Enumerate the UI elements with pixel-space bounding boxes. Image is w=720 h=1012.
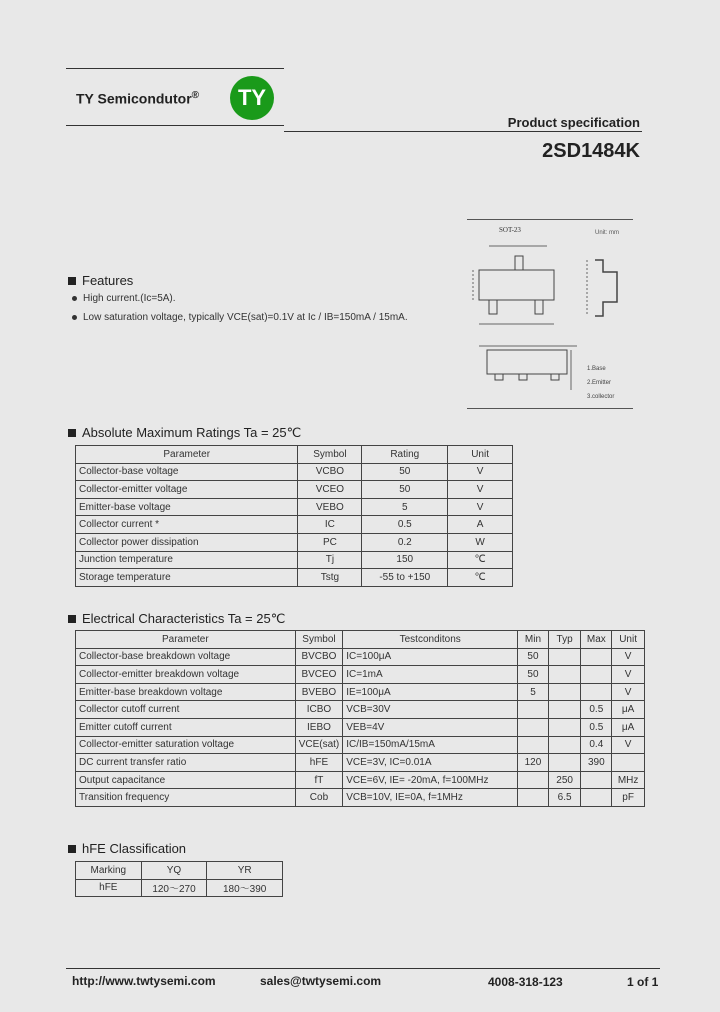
cell: BVCBO bbox=[295, 648, 343, 666]
cell: VCE=6V, IE= -20mA, f=100MHz bbox=[343, 771, 518, 789]
cell: IC bbox=[298, 516, 362, 534]
cell: ICBO bbox=[295, 701, 343, 719]
cell bbox=[612, 754, 645, 772]
hfe-class-heading: hFE Classification bbox=[68, 841, 186, 856]
cell: Collector cutoff current bbox=[76, 701, 296, 719]
cell: hFE bbox=[76, 879, 142, 897]
footer-email[interactable]: sales@twtysemi.com bbox=[260, 974, 382, 988]
cell: IC/IB=150mA/15mA bbox=[343, 736, 518, 754]
cell: Emitter-base breakdown voltage bbox=[76, 683, 296, 701]
header-right-rule bbox=[284, 131, 642, 132]
cell: ℃ bbox=[448, 569, 513, 587]
package-drawing bbox=[467, 219, 633, 409]
cell: W bbox=[448, 533, 513, 551]
cell bbox=[548, 648, 581, 666]
cell: Cob bbox=[295, 789, 343, 807]
cell bbox=[518, 771, 549, 789]
footer-url[interactable]: http://www.twtysemi.com bbox=[72, 974, 216, 988]
footer-rule bbox=[66, 968, 660, 969]
cell bbox=[518, 789, 549, 807]
table-row bbox=[76, 463, 513, 481]
cell: DC current transfer ratio bbox=[76, 754, 296, 772]
cell: ℃ bbox=[448, 551, 513, 569]
cell: VCE(sat) bbox=[295, 736, 343, 754]
elec-char-heading: Electrical Characteristics Ta = 25℃ bbox=[68, 611, 285, 627]
doc-type: Product specification bbox=[507, 115, 640, 130]
cell: V bbox=[448, 481, 513, 499]
cell: 390 bbox=[581, 754, 612, 772]
header-top-rule bbox=[66, 68, 284, 69]
table-row bbox=[76, 701, 645, 719]
cell: 50 bbox=[362, 463, 448, 481]
table-row bbox=[76, 683, 645, 701]
cell: V bbox=[448, 498, 513, 516]
cell: Tstg bbox=[298, 569, 362, 587]
bullet-square-icon bbox=[68, 429, 76, 437]
table-row bbox=[76, 879, 283, 897]
cell: Output capacitance bbox=[76, 771, 296, 789]
cell bbox=[548, 666, 581, 684]
cell: BVCEO bbox=[295, 666, 343, 684]
cell: Emitter cutoff current bbox=[76, 718, 296, 736]
cell: VCB=30V bbox=[343, 701, 518, 719]
table-header-row bbox=[76, 446, 513, 464]
cell: VCEO bbox=[298, 481, 362, 499]
cell bbox=[548, 718, 581, 736]
cell: 50 bbox=[518, 648, 549, 666]
table-row bbox=[76, 533, 513, 551]
table-header-row bbox=[76, 631, 645, 649]
cell: 0.5 bbox=[581, 701, 612, 719]
bullet-square-icon bbox=[68, 277, 76, 285]
cell bbox=[518, 736, 549, 754]
col-header: Unit bbox=[612, 631, 645, 649]
cell: 0.2 bbox=[362, 533, 448, 551]
cell bbox=[518, 701, 549, 719]
cell: 0.5 bbox=[362, 516, 448, 534]
pin-label-3: 3.collector bbox=[587, 394, 615, 400]
feature-item: Low saturation voltage, typically VCE(sat)=0.1V at Ic / IB=150mA / 15mA. bbox=[72, 312, 408, 323]
cell: 5 bbox=[518, 683, 549, 701]
cell: pF bbox=[612, 789, 645, 807]
cell: VCE=3V, IC=0.01A bbox=[343, 754, 518, 772]
bullet-dot-icon bbox=[72, 296, 77, 301]
cell: 50 bbox=[518, 666, 549, 684]
table-row bbox=[76, 481, 513, 499]
col-header: Rating bbox=[362, 446, 448, 464]
bullet-square-icon bbox=[68, 845, 76, 853]
col-header: YQ bbox=[141, 862, 207, 880]
table-row bbox=[76, 666, 645, 684]
bullet-square-icon bbox=[68, 615, 76, 623]
cell: PC bbox=[298, 533, 362, 551]
abs-max-heading: Absolute Maximum Ratings Ta = 25℃ bbox=[68, 425, 301, 441]
cell bbox=[581, 683, 612, 701]
cell: V bbox=[612, 683, 645, 701]
cell bbox=[548, 683, 581, 701]
sot23-outline-drawing bbox=[467, 220, 633, 408]
col-header: Marking bbox=[76, 862, 142, 880]
cell: 250 bbox=[548, 771, 581, 789]
cell: Tj bbox=[298, 551, 362, 569]
abs-max-table bbox=[75, 445, 513, 587]
col-header: Symbol bbox=[295, 631, 343, 649]
cell: IC=100μA bbox=[343, 648, 518, 666]
cell bbox=[581, 666, 612, 684]
cell: μA bbox=[612, 701, 645, 719]
cell: V bbox=[448, 463, 513, 481]
cell: MHz bbox=[612, 771, 645, 789]
cell: VEBO bbox=[298, 498, 362, 516]
cell: Emitter-base voltage bbox=[76, 498, 298, 516]
table-row bbox=[76, 736, 645, 754]
table-row bbox=[76, 789, 645, 807]
bullet-dot-icon bbox=[72, 315, 77, 320]
cell bbox=[548, 701, 581, 719]
col-header: Testconditons bbox=[343, 631, 518, 649]
table-row bbox=[76, 551, 513, 569]
package-name: SOT-23 bbox=[499, 226, 521, 234]
cell: 5 bbox=[362, 498, 448, 516]
cell: hFE bbox=[295, 754, 343, 772]
cell bbox=[581, 771, 612, 789]
cell: Collector-emitter voltage bbox=[76, 481, 298, 499]
cell: Junction temperature bbox=[76, 551, 298, 569]
cell: 180～390 bbox=[207, 879, 283, 897]
feature-item: High current.(Ic=5A). bbox=[72, 293, 176, 304]
table-row bbox=[76, 498, 513, 516]
cell: Collector-emitter breakdown voltage bbox=[76, 666, 296, 684]
col-header: Parameter bbox=[76, 631, 296, 649]
cell: IEBO bbox=[295, 718, 343, 736]
cell: μA bbox=[612, 718, 645, 736]
cell: A bbox=[448, 516, 513, 534]
col-header: Typ bbox=[548, 631, 581, 649]
col-header: Max bbox=[581, 631, 612, 649]
cell: 6.5 bbox=[548, 789, 581, 807]
cell: Collector power dissipation bbox=[76, 533, 298, 551]
cell: 0.5 bbox=[581, 718, 612, 736]
pin-label-1: 1.Base bbox=[587, 366, 606, 372]
col-header: YR bbox=[207, 862, 283, 880]
table-row bbox=[76, 754, 645, 772]
part-number: 2SD1484K bbox=[542, 140, 640, 162]
cell: Collector-emitter saturation voltage bbox=[76, 736, 296, 754]
cell: V bbox=[612, 666, 645, 684]
col-header: Min bbox=[518, 631, 549, 649]
cell bbox=[548, 754, 581, 772]
cell: 120～270 bbox=[141, 879, 207, 897]
cell: Collector-base breakdown voltage bbox=[76, 648, 296, 666]
ty-logo: TY bbox=[230, 76, 274, 120]
cell: Transition frequency bbox=[76, 789, 296, 807]
cell: 120 bbox=[518, 754, 549, 772]
cell: VCBO bbox=[298, 463, 362, 481]
cell bbox=[581, 648, 612, 666]
table-header-row bbox=[76, 862, 283, 880]
cell: VCB=10V, IE=0A, f=1MHz bbox=[343, 789, 518, 807]
pin-label-2: 2.Emitter bbox=[587, 380, 612, 386]
cell: VEB=4V bbox=[343, 718, 518, 736]
cell bbox=[518, 718, 549, 736]
cell: Collector-base voltage bbox=[76, 463, 298, 481]
cell bbox=[581, 789, 612, 807]
table-row bbox=[76, 718, 645, 736]
table-row bbox=[76, 516, 513, 534]
features-heading: Features bbox=[68, 273, 133, 288]
cell: 150 bbox=[362, 551, 448, 569]
table-row bbox=[76, 771, 645, 789]
company-name: TY Semicondutor® bbox=[76, 90, 200, 107]
cell: fT bbox=[295, 771, 343, 789]
elec-char-table bbox=[75, 630, 645, 807]
cell bbox=[548, 736, 581, 754]
cell: IE=100μA bbox=[343, 683, 518, 701]
cell: Collector current * bbox=[76, 516, 298, 534]
col-header: Unit bbox=[448, 446, 513, 464]
cell: V bbox=[612, 736, 645, 754]
table-row bbox=[76, 569, 513, 587]
hfe-class-table bbox=[75, 861, 283, 897]
cell: BVEBO bbox=[295, 683, 343, 701]
cell: V bbox=[612, 648, 645, 666]
footer-page-number: 1 of 1 bbox=[627, 975, 659, 989]
col-header: Symbol bbox=[298, 446, 362, 464]
footer-phone: 4008-318-123 bbox=[488, 975, 563, 989]
cell: -55 to +150 bbox=[362, 569, 448, 587]
table-row bbox=[76, 648, 645, 666]
cell: 50 bbox=[362, 481, 448, 499]
cell: IC=1mA bbox=[343, 666, 518, 684]
header-left-rule bbox=[66, 125, 284, 126]
col-header: Parameter bbox=[76, 446, 298, 464]
cell: Storage temperature bbox=[76, 569, 298, 587]
cell: 0.4 bbox=[581, 736, 612, 754]
unit-label: Unit: mm bbox=[595, 230, 619, 236]
